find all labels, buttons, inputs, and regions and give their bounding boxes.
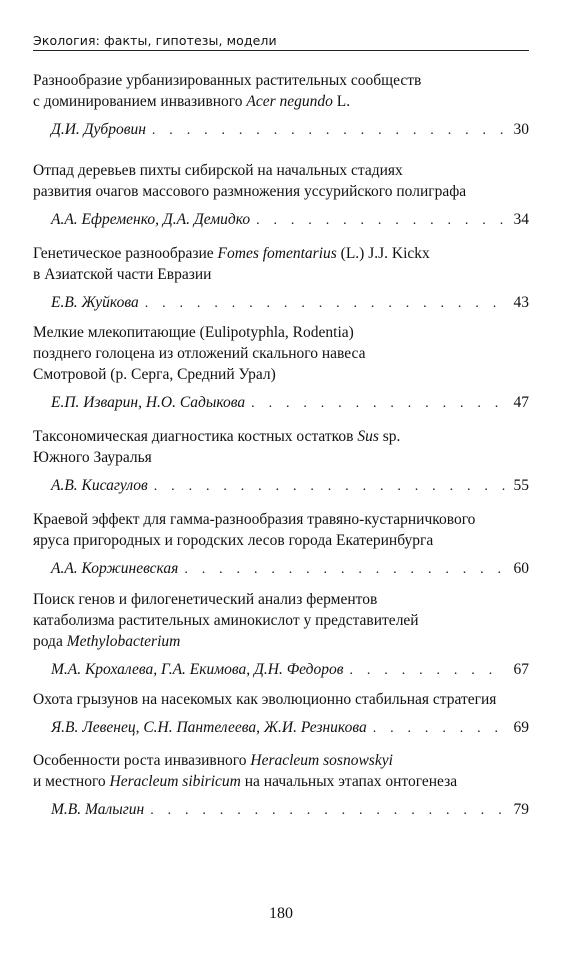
author-line [33,558,529,580]
entry-title: Смотровой (р. Серга, Средний Урал) [33,366,276,383]
toc-entry [33,589,529,681]
entry-title: развития очагов массового размножения уссурийского полиграфа [33,183,467,200]
entry-title: Краевой эффект для гамма-разнообразия травяно-кустарничкового [33,511,476,528]
dot-leader [373,718,505,739]
toc-entry [33,243,529,314]
dot-leader [256,210,505,231]
author-line [33,292,529,314]
toc-entry [33,509,529,580]
entry-authors: А.А. Коржиневская [51,560,179,577]
toc-entry [33,689,529,739]
toc-entry [33,750,529,821]
author-line [33,392,529,414]
entry-title: Генетическое разнообразие Fomes fomentarius (L.) J.J. Kickx [33,245,430,262]
entry-title: Поиск генов и филогенетический анализ ферментов [33,591,378,608]
entry-authors: Я.В. Левенец, С.Н. Пантелеева, Ж.И. Резникова [51,719,367,736]
author-line [33,659,529,681]
toc-entry [33,426,529,497]
entry-page-number: 43 [513,294,529,311]
entry-title: позднего голоцена из отложений скального навеса [33,345,366,362]
running-header: Экология: факты, гипотезы, модели [33,33,277,48]
author-line [33,799,529,821]
author-line [33,209,529,231]
author-line [33,475,529,497]
dot-leader [184,559,505,580]
entry-page-number: 69 [513,719,529,736]
entry-title: Разнообразие урбанизированных растительных сообществ [33,72,422,89]
entry-title: и местного Heracleum sibiricum на начальных этапах онтогенеза [33,773,458,790]
entry-page-number: 55 [513,477,529,494]
entry-title: яруса пригородных и городских лесов города Екатеринбурга [33,532,434,549]
entry-authors: А.В. Кисагулов [51,477,148,494]
entry-title: рода Methylobacterium [33,633,181,650]
entry-authors: М.В. Малыгин [51,801,145,818]
toc-entry [33,160,529,231]
entry-page-number: 34 [513,211,529,228]
entry-authors: Е.П. Изварин, Н.О. Садыкова [51,394,246,411]
dot-leader [145,293,505,314]
entry-title: в Азиатской части Евразии [33,266,212,283]
entry-page-number: 67 [513,661,529,678]
entry-title: Охота грызунов на насекомых как эволюционно стабильная стратегия [33,691,497,708]
author-line [33,119,529,141]
page-number: 180 [269,905,293,922]
entry-page-number: 47 [513,394,529,411]
entry-title: Особенности роста инвазивного Heracleum sosnowskyi [33,752,393,769]
entry-title: катаболизма растительных аминокислот у представителей [33,612,419,629]
entry-page-number: 79 [513,801,529,818]
entry-authors: А.А. Ефременко, Д.А. Демидко [51,211,251,228]
dot-leader [154,476,505,497]
entry-authors: М.А. Крохалева, Г.А. Екимова, Д.Н. Федоров [51,661,344,678]
entry-page-number: 30 [513,121,529,138]
entry-title: Отпад деревьев пихты сибирской на начальных стадиях [33,162,403,179]
entry-title: Мелкие млекопитающие (Eulipotyphla, Rodentia) [33,324,354,341]
entry-title: Южного Зауралья [33,449,152,466]
entry-authors: Д.И. Дубровин [51,121,146,138]
dot-leader [251,393,505,414]
dot-leader [152,120,505,141]
entry-title: Таксономическая диагностика костных остатков Sus sp. [33,428,401,445]
author-line [33,717,529,739]
toc-entry [33,70,529,141]
entry-authors: Е.В. Жуйкова [51,294,139,311]
entry-page-number: 60 [513,560,529,577]
header-rule [33,50,529,51]
dot-leader [150,800,505,821]
dot-leader [350,660,506,681]
entry-title: с доминированием инвазивного Acer negundo L. [33,93,351,110]
toc-entry [33,322,529,414]
